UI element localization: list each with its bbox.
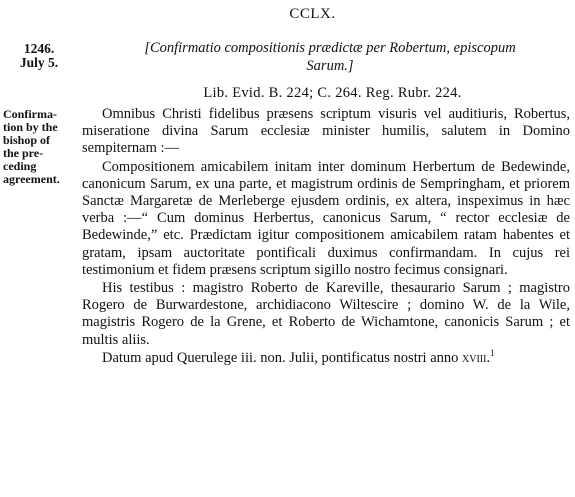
- paragraph-address: Omnibus Christi fidelibus præsens scriptum visuris vel auditiuris, Robertus, miseratione divina Sarum ecclesiæ minister humilis, salutem in Domino sempiternam :—: [82, 106, 570, 157]
- marginal-note: [3, 108, 83, 186]
- paragraph-dating: [82, 350, 570, 367]
- marginal-note-line: the pre-: [3, 146, 44, 160]
- dating-text: Datum apud Querulege iii. non. Julii, pontificatus nostri anno: [102, 349, 463, 366]
- charter-text: [82, 106, 570, 367]
- manuscript-references: Lib. Evid. B. 224; C. 264. Reg. Rubr. 224.: [203, 85, 462, 101]
- marginal-note-line: Confirma-: [3, 107, 57, 121]
- charter-heading: [95, 39, 565, 75]
- date-day: July 5.: [19, 55, 59, 70]
- charter-number: CCLX.: [289, 6, 336, 22]
- regnal-year: xviii.: [462, 349, 491, 366]
- paragraph-confirmation: Compositionem amicabilem initam inter dominum Herbertum de Bedewinde, canonicum Sarum, ex una parte, et magistrum ordinis de Sempringham, et priorem Sanctæ Margaretæ de Merleberge ejusdem ordinis, ex altera, inspeximus in hæc verba :—“ Cum dominus Herbertus, canonicus Sarum, “ rector ecclesiæ de Bedewinde,” etc. Prædictam igitur compositionem amicabilem ratam habentes et gratam, ipsam auctoritate pontificali duximus confirmandam. In cujus rei testimonium et fidem præsens scriptum sigillo nostro fecimus consignari.: [82, 158, 570, 278]
- marginal-note-line: tion by the: [3, 120, 58, 134]
- footnote-marker: 1: [490, 348, 495, 359]
- marginal-note-line: bishop of: [3, 133, 51, 147]
- date-year: 1246.: [23, 41, 55, 56]
- date-block: [10, 42, 68, 70]
- paragraph-witnesses: His testibus : magistro Roberto de Kareville, thesaurario Sarum ; magistro Rogero de Burwardestone, archidiacono Wiltescire ; domino W. de la Wile, magistris Rogero de la Grene, et Roberto de Wichamtone, canonicis Sarum ; et multis aliis.: [82, 280, 570, 348]
- heading-line-1: [Confirmatio compositionis prædictæ per Robertum, episcopum: [144, 40, 516, 56]
- marginal-note-line: ceding: [3, 159, 37, 173]
- marginal-note-line: agreement.: [3, 172, 60, 186]
- heading-line-2: Sarum.]: [306, 58, 354, 74]
